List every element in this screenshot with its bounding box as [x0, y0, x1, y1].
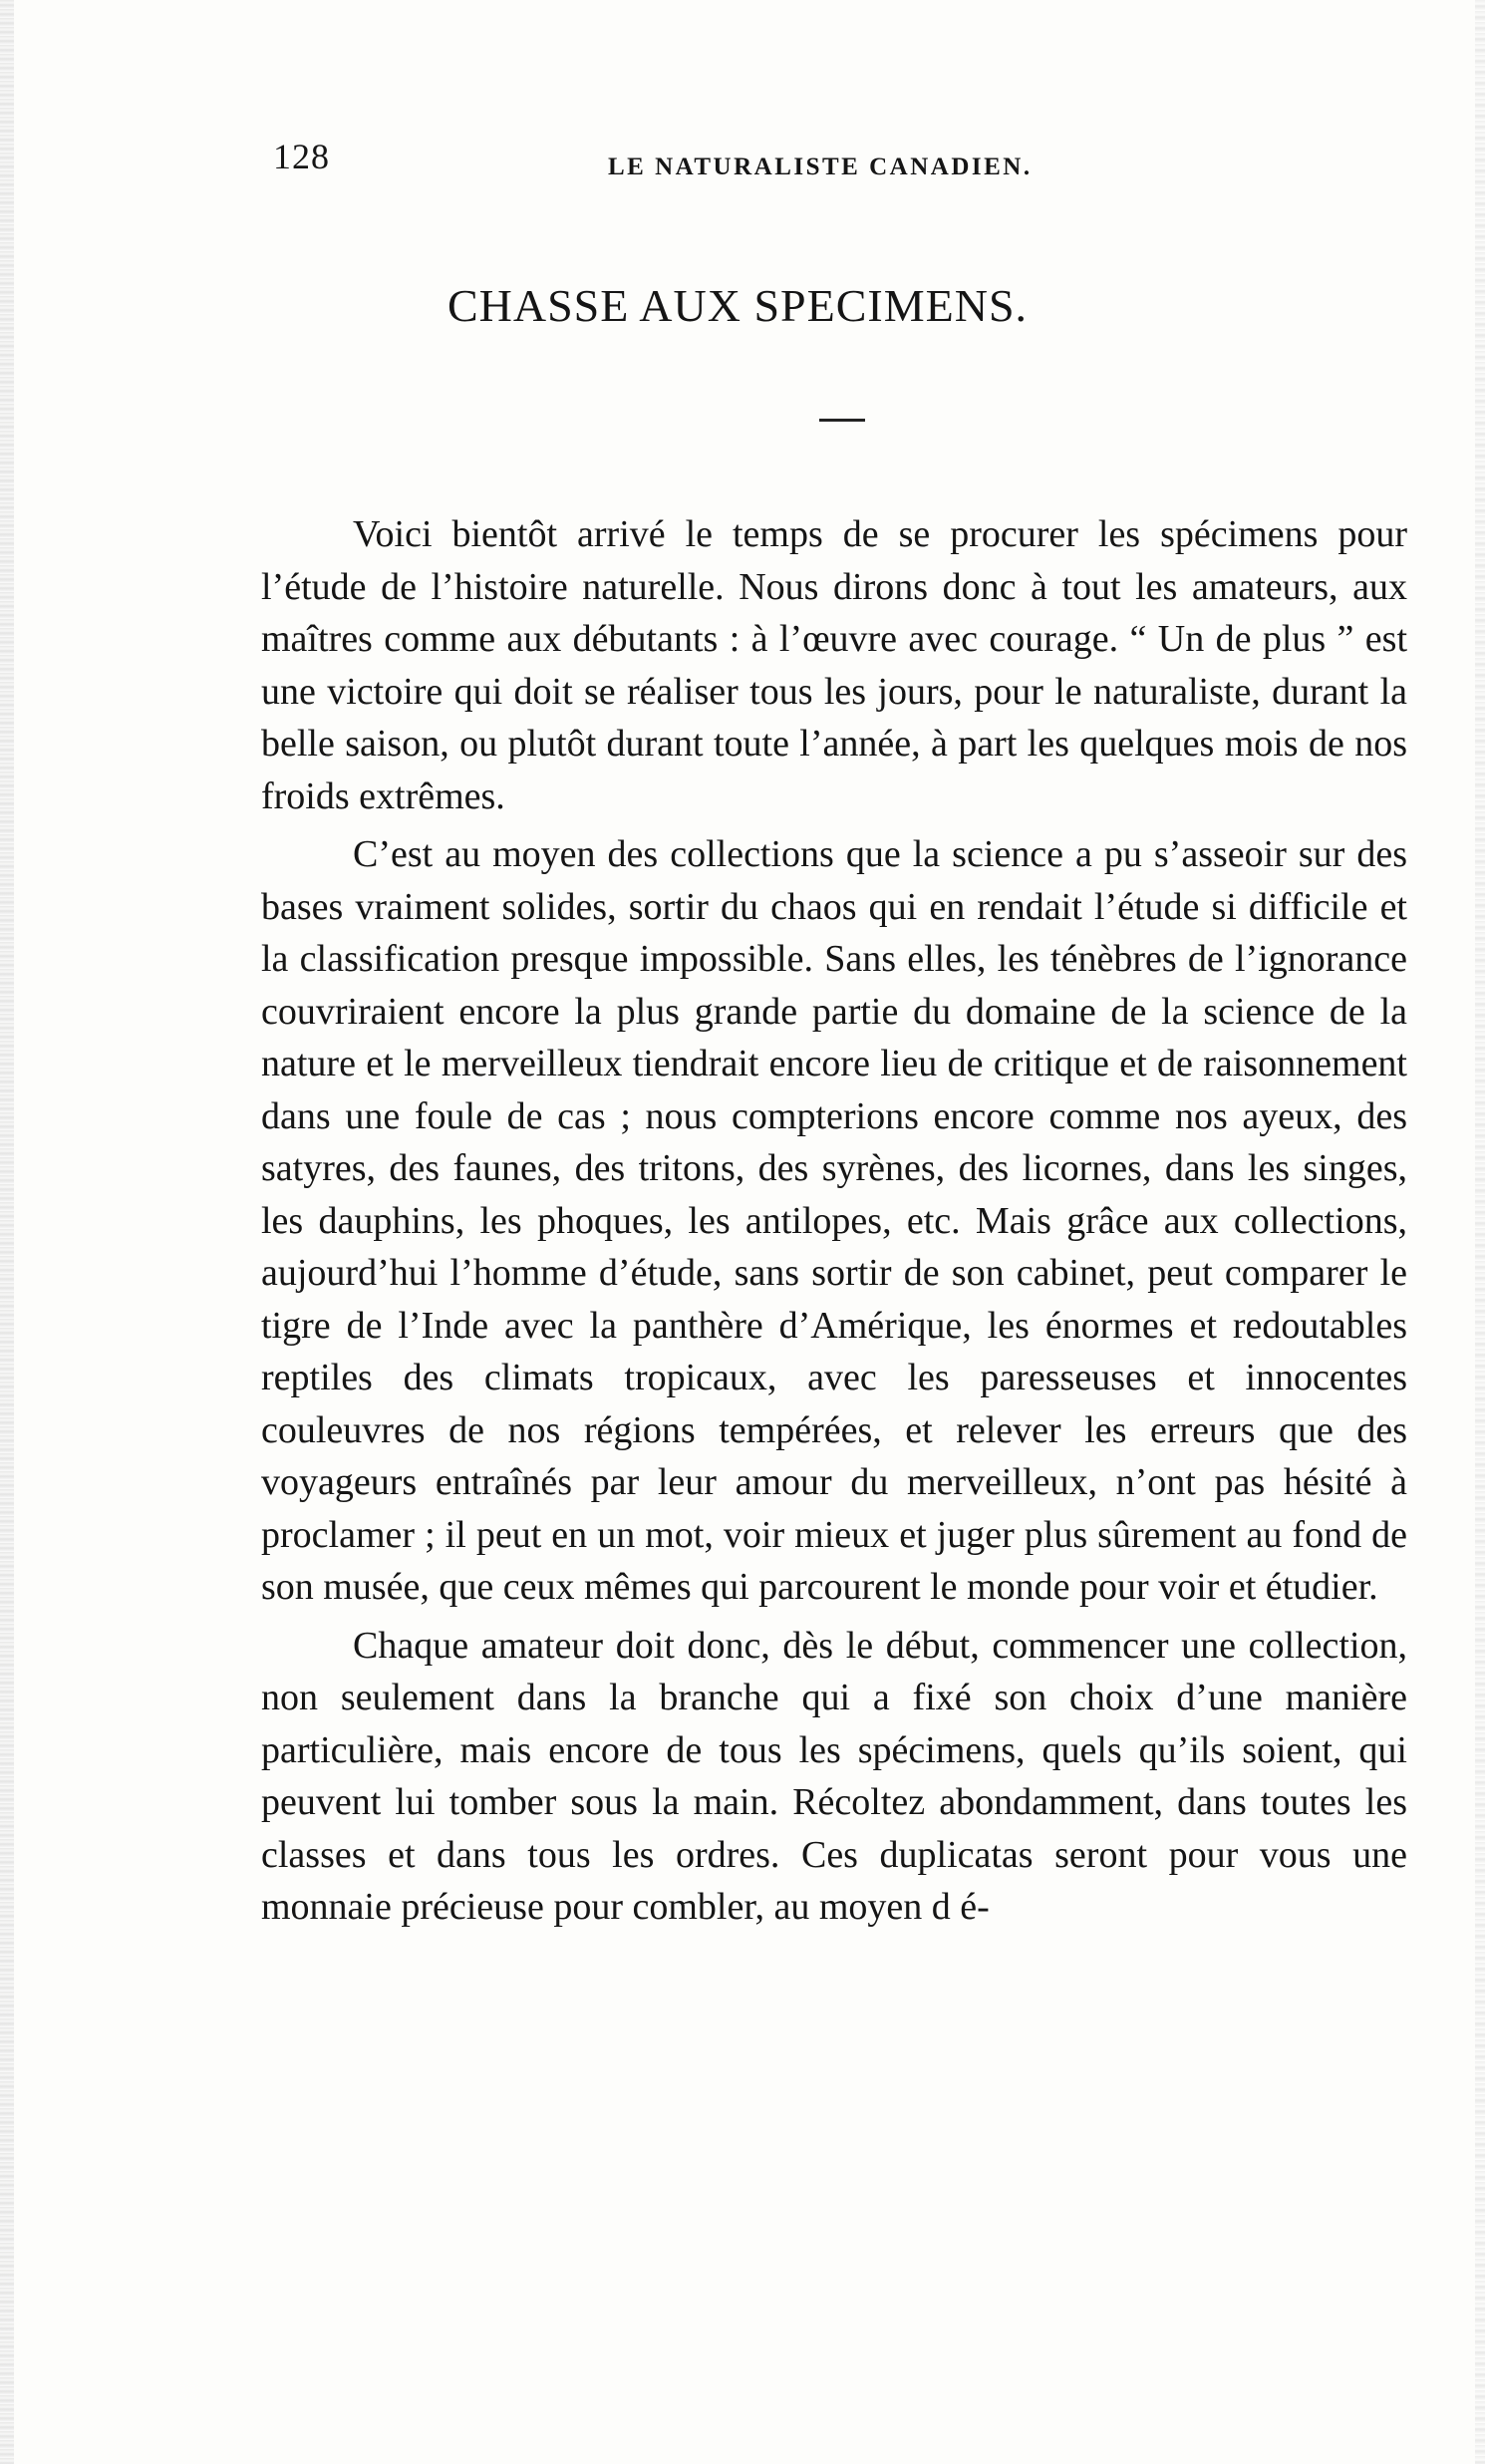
paragraph-1: Voici bientôt arrivé le temps de se procurer les spécimens pour l’étude de l’histoire naturelle. Nous dirons donc à tout les amateurs, aux maîtres comme aux débutants : à l’œuvre avec courage. “ Un de plus ” est une victoire qui doit se réaliser tous les jours, pour le naturaliste, durant la belle saison, ou plutôt durant toute l’année, à part les quelques mois de nos froids extrêmes.: [261, 513, 1407, 817]
article-body: [261, 508, 1407, 1940]
paragraph-3: Chaque amateur doit donc, dès le début, commencer une collection, non seulement dans la branche qui a fixé son choix d’une manière particulière, mais encore de tous les spécimens, quels qu’ils soient, qui peuvent lui tomber sous la main. Récoltez abondamment, dans toutes les classes et dans tous les ordres. Ces duplicatas seront pour vous une monnaie précieuse pour combler, au moyen d é-: [261, 1624, 1407, 1928]
running-head: [271, 132, 1088, 191]
scan-edge-right: [1475, 0, 1485, 2464]
article-title: CHASSE AUX SPECIMENS.: [446, 280, 1029, 331]
page-number: 128: [273, 137, 330, 176]
journal-title: LE NATURALISTE CANADIEN.: [608, 154, 1033, 180]
paragraph-2: C’est au moyen des collections que la science a pu s’asseoir sur des bases vraiment solides, sortir du chaos qui en rendait l’étude si difficile et la classification presque impossible. Sans elles, les ténèbres de l’ignorance couvriraient encore la plus grande partie du domaine de la science de la nature et le merveilleux tiendrait encore lieu de critique et de raisonnement dans une foule de cas ; nous compterions encore comme nos ayeux, des satyres, des faunes, des tritons, des syrènes, des licornes, dans les singes, les dauphins, les phoques, les antilopes, etc. Mais grâce aux collections, aujourd’hui l’homme d’étude, sans sortir de son cabinet, peut comparer le tigre de l’Inde avec la panthère d’Amérique, les énormes et redoutables reptiles des climats tropicaux, avec les paresseuses et innocentes couleuvres de nos régions tempérées, et relever les erreurs que des voyageurs entraînés par leur amour du merveilleux, n’ont pas hésité à proclamer ; il peut en un mot, voir mieux et juger plus sûrement au fond de son musée, que ceux mêmes qui parcourent le monde pour voir et étudier.: [261, 833, 1407, 1608]
title-separator: [819, 419, 865, 422]
scan-edge-left: [0, 0, 14, 2464]
